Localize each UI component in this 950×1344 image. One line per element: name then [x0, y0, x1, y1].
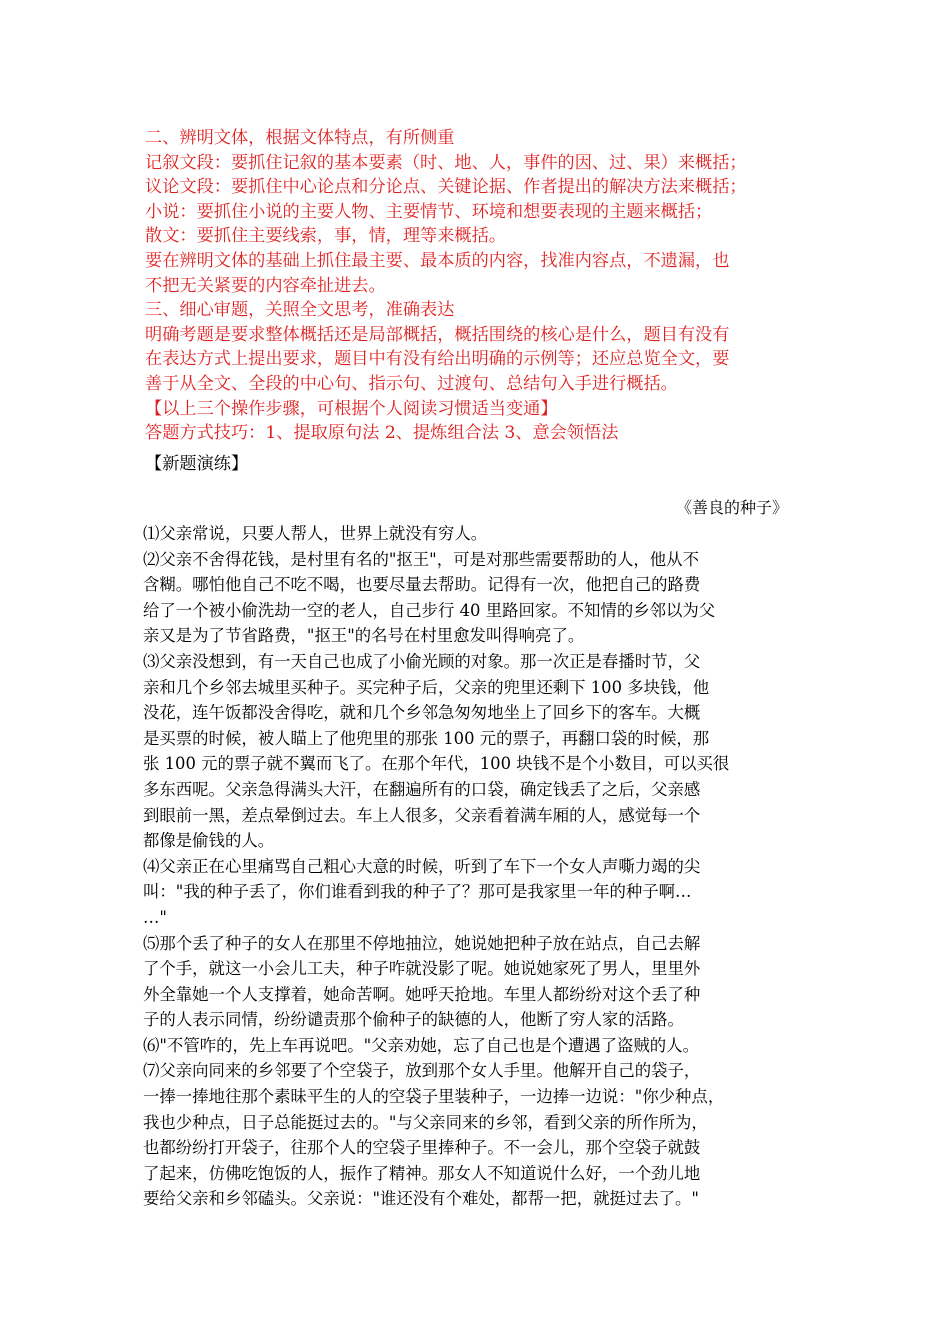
- article-body: [143, 521, 833, 1212]
- article-line: 也都纷纷打开袋子，往那个人的空袋子里捧种子。不一会儿，那个空袋子就鼓: [143, 1138, 701, 1158]
- guide-line: 【以上三个操作步骤，可根据个人阅读习惯适当变通】: [145, 398, 558, 419]
- article-line: ⑷父亲正在心里痛骂自己粗心大意的时候，听到了车下一个女人声嘶力竭的尖: [143, 856, 701, 876]
- guide-line: 二、辨明文体，根据文体特点，有所侧重: [145, 128, 455, 148]
- article-line: ⑹"不管咋的，先上车再说吧。"父亲劝她，忘了自己也是个遭遇了盗贼的人。: [143, 1035, 699, 1055]
- guide-line: 散文：要抓住主要线索，事，情，理等来概括。: [145, 226, 506, 247]
- article-line: 多东西呢。父亲急得满头大汗，在翻遍所有的口袋，确定钱丢了之后，父亲感: [143, 779, 701, 799]
- article-line: 要给父亲和乡邻磕头。父亲说："谁还没有个难处，都帮一把，就挺过去了。": [143, 1189, 699, 1209]
- summary-method-guide: [145, 126, 825, 446]
- article-line: 一捧一捧地往那个素昧平生的人的空袋子里装种子，一边捧一边说："你少种点，: [143, 1087, 725, 1107]
- guide-line: 明确考题是要求整体概括还是局部概括，概括围绕的核心是什么，题目有没有: [145, 324, 730, 345]
- article-line: 张 100 元的票子就不翼而飞了。在那个年代，100 块钱不是个小数目，可以买很: [143, 754, 730, 774]
- practice-heading: 【新题演练】: [145, 454, 249, 474]
- article-line: ⑶父亲没想到，有一天自己也成了小偷光顾的对象。那一次正是春播时节，父: [143, 651, 701, 671]
- article-line: ⑺父亲向同来的乡邻要了个空袋子，放到那个女人手里。他解开自己的袋子，: [143, 1061, 701, 1081]
- article-line: ⑵父亲不舍得花钱，是村里有名的"抠王"，可是对那些需要帮助的人，他从不: [143, 549, 699, 569]
- guide-line: 要在辨明文体的基础上抓住最主要、最本质的内容，找准内容点，不遗漏，也: [145, 250, 730, 271]
- guide-line: 议论文段：要抓住中心论点和分论点、关键论据、作者提出的解决方法来概括；: [145, 177, 747, 198]
- article-line: 亲又是为了节省路费，"抠王"的名号在村里愈发叫得响亮了。: [143, 626, 585, 646]
- article-line: 没花，连午饭都没舍得吃，就和几个乡邻急匆匆地坐上了回乡下的客车。大概: [143, 703, 701, 723]
- article-line: 都像是偷钱的人。: [143, 831, 275, 851]
- article-line: 到眼前一黑，差点晕倒过去。车上人很多，父亲看着满车厢的人，感觉每一个: [143, 805, 701, 825]
- article-line: 了起来，仿佛吃饱饭的人，振作了精神。那女人不知道说什么好，一个劲儿地: [143, 1163, 701, 1183]
- guide-line: 不把无关紧要的内容牵扯进去。: [145, 275, 386, 296]
- article-line: 叫："我的种子丢了，你们谁看到我的种子了？那可是我家里一年的种子啊…: [143, 882, 692, 902]
- article-title: 《善良的种子》: [676, 498, 789, 517]
- guide-line: 三、细心审题，关照全文思考，准确表达: [145, 300, 455, 321]
- article-line: ⑸那个丢了种子的女人在那里不停地抽泣，她说她把种子放在站点，自己去解: [143, 933, 701, 953]
- article-line: 给了一个被小偷洗劫一空的老人，自己步行 40 里路回家。不知情的乡邻以为父: [143, 600, 716, 620]
- article-line: 是买票的时候，被人瞄上了他兜里的那张 100 元的票子，再翻口袋的时候，那: [143, 728, 710, 748]
- article-line: 了个手，就这一小会儿工夫，种子咋就没影了呢。她说她家死了男人，里里外: [143, 959, 701, 979]
- article-line: 外全靠她一个人支撑着，她命苦啊。她呼天抢地。车里人都纷纷对这个丢了种: [143, 984, 701, 1004]
- article-line: …": [143, 907, 167, 927]
- guide-line: 记叙文段：要抓住记叙的基本要素（时、地、人，事件的因、过、果）来概括；: [145, 152, 747, 173]
- guide-line: 答题方式技巧：1、提取原句法 2、提炼组合法 3、意会领悟法: [145, 423, 619, 444]
- article-line: 亲和几个乡邻去城里买种子。买完种子后，父亲的兜里还剩下 100 多块钱，他: [143, 677, 710, 697]
- guide-line: 善于从全文、全段的中心句、指示句、过渡句、总结句入手进行概括。: [145, 373, 678, 394]
- article-line: 我也少种点，日子总能挺过去的。"与父亲同来的乡邻，看到父亲的所作所为，: [143, 1112, 708, 1132]
- article-line: 子的人表示同情，纷纷谴责那个偷种子的缺德的人，他断了穷人家的活路。: [143, 1010, 684, 1030]
- guide-line: 小说：要抓住小说的主要人物、主要情节、环境和想要表现的主题来概括；: [145, 201, 713, 222]
- guide-line: 在表达方式上提出要求，题目中有没有给出明确的示例等；还应总览全文，要: [145, 349, 730, 370]
- article-line: ⑴父亲常说，只要人帮人，世界上就没有穷人。: [143, 524, 488, 543]
- article-line: 含糊。哪怕他自己不吃不喝，也要尽量去帮助。记得有一次，他把自己的路费: [143, 575, 701, 595]
